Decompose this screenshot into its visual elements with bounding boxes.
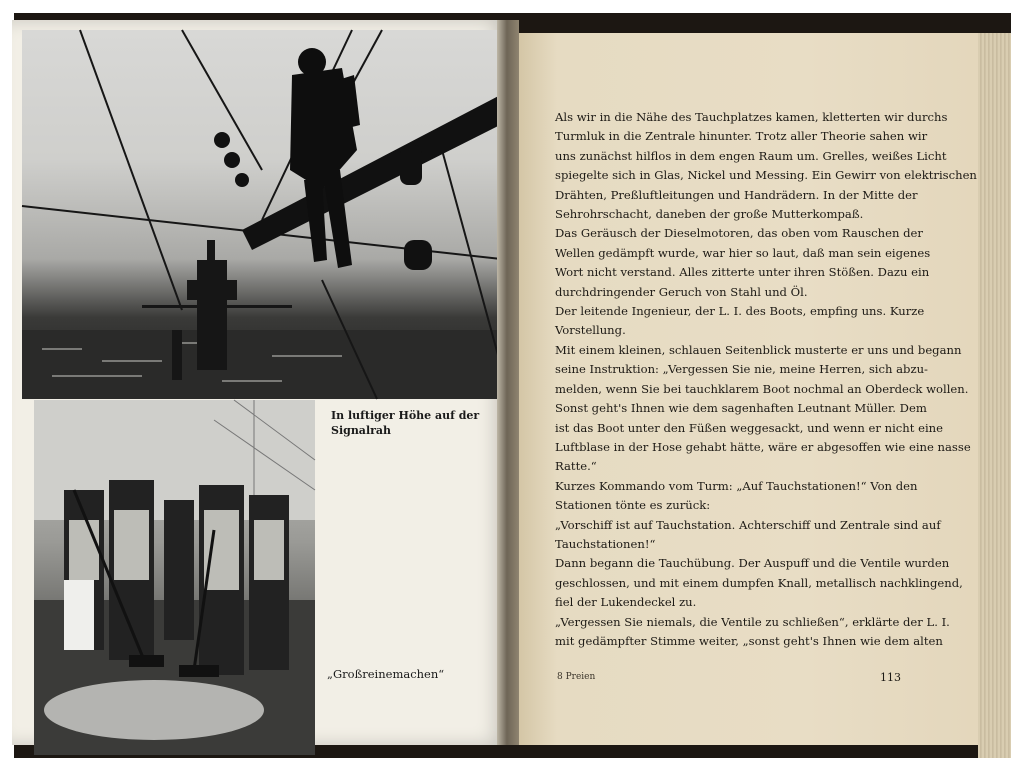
- text-line: Sehrohrschacht, daneben der große Mutterkompaß.: [555, 207, 864, 222]
- photo-caption-signal-yard: In luftiger Höhe auf der Signalrah: [331, 409, 480, 437]
- text-line: ist das Boot unter den Füßen weggesackt, und wenn er nicht eine: [555, 420, 943, 435]
- deck-cleaning-photo-art: [34, 400, 315, 755]
- text-line: Wort nicht verstand. Alles zitterte unter ihren Stößen. Dazu ein: [555, 265, 930, 280]
- body-text: [555, 108, 977, 651]
- text-line: Wellen gedämpft wurde, war hier so laut, daß man sein eigenes: [555, 245, 931, 260]
- text-line: melden, wenn Sie bei tauchklarem Boot nochmal an Oberdeck wollen.: [555, 381, 969, 396]
- text-line: Tauchstationen!“: [555, 536, 656, 551]
- text-line: „Vorschiff ist auf Tauchstation. Achterschiff und Zentrale sind auf: [555, 517, 941, 532]
- text-line: mit gedämpfter Stimme weiter, „sonst geht's Ihnen wie dem alten: [555, 633, 943, 648]
- signature-mark: 8 Preien: [557, 672, 596, 682]
- text-line: Das Geräusch der Dieselmotoren, das oben vom Rauschen der: [555, 226, 923, 241]
- text-line: Stationen tönte es zurück:: [555, 498, 711, 513]
- signal-yard-photo: [22, 30, 510, 399]
- text-line: Dann begann die Tauchübung. Der Auspuff und die Ventile wurden: [555, 556, 950, 571]
- text-line: Drähten, Preßluftleitungen und Handrädern. In der Mitte der: [555, 187, 918, 202]
- text-line: spiegelte sich in Glas, Nickel und Messing. Ein Gewirr von elektrischen: [555, 168, 977, 183]
- text-line: „Vergessen Sie niemals, die Ventile zu schließen“, erklärte der L. I.: [555, 614, 950, 629]
- text-line: Der leitende Ingenieur, der L. I. des Boots, empfing uns. Kurze: [555, 304, 925, 319]
- text-line: durchdringender Geruch von Stahl und Öl.: [555, 284, 808, 299]
- page-number: 113: [880, 671, 901, 684]
- signal-yard-photo-art: [22, 30, 510, 399]
- text-line: Als wir in die Nähe des Tauchplatzes kamen, kletterten wir durchs: [555, 110, 948, 124]
- page-edges: [978, 33, 1011, 758]
- text-line: uns zunächst hilflos in dem engen Raum um. Grelles, weißes Licht: [555, 148, 947, 163]
- text-line: geschlossen, und mit einem dumpfen Knall, metallisch nachklingend,: [555, 575, 963, 590]
- text-line: Vorstellung.: [555, 323, 626, 338]
- text-line: seine Instruktion: „Vergessen Sie nie, meine Herren, sich abzu-: [555, 362, 928, 377]
- text-line: fiel der Lukendeckel zu.: [555, 595, 697, 610]
- deck-cleaning-photo: [34, 400, 315, 755]
- text-line: Luftblase in der Hose gehabt hätte, wäre er abgesoffen wie eine nasse: [555, 439, 971, 454]
- text-line: Sonst geht's Ihnen wie dem sagenhaften Leutnant Müller. Dem: [555, 401, 927, 416]
- text-line: Turmluk in die Zentrale hinunter. Trotz aller Theorie sahen wir: [555, 129, 928, 144]
- text-line: Kurzes Kommando vom Turm: „Auf Tauchstationen!“ Von den: [555, 478, 918, 493]
- book-gutter: [497, 20, 519, 745]
- text-line: Mit einem kleinen, schlauen Seitenblick musterte er uns und begann: [555, 342, 962, 357]
- text-line: Ratte.“: [555, 459, 597, 474]
- photo-caption-cleaning: „Großreinemachen“: [327, 667, 445, 681]
